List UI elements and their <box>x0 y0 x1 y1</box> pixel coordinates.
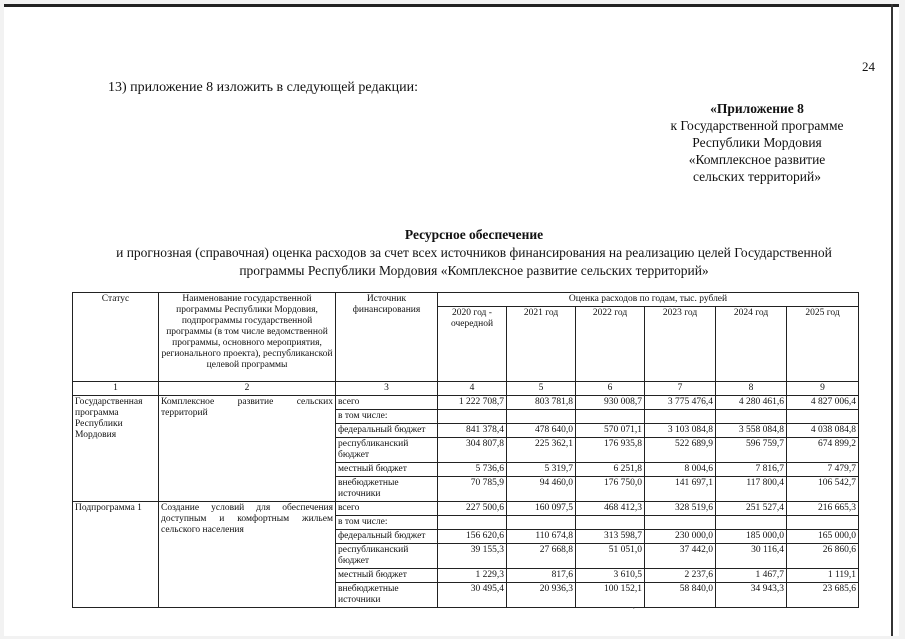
row-source: федеральный бюджет <box>336 424 438 438</box>
row-value: 27 668,8 <box>507 544 576 569</box>
row-source: внебюджетные источники <box>336 583 438 608</box>
row-value: 596 759,7 <box>716 438 787 463</box>
page-number: 24 <box>862 59 875 74</box>
row-value: 20 936,3 <box>507 583 576 608</box>
row-value: 7 816,7 <box>716 463 787 477</box>
row-value: 106 542,7 <box>787 477 859 502</box>
row-value: 841 378,4 <box>438 424 507 438</box>
row-value: 803 781,8 <box>507 396 576 410</box>
row-value: 37 442,0 <box>645 544 716 569</box>
header-name: Наименование государственной программы Республики Мордовия, подпрограммы государственной программы (в том числе ведомственной программы, основного мероприятия, регионального проекта), республиканской целевой программы <box>159 293 336 382</box>
row-value: 185 000,0 <box>716 530 787 544</box>
row-value <box>645 410 716 424</box>
row-source: республиканский бюджет <box>336 544 438 569</box>
row-value: 2 237,6 <box>645 569 716 583</box>
row-value: 1 119,1 <box>787 569 859 583</box>
row-value: 251 527,4 <box>716 502 787 516</box>
row-source: внебюджетные источники <box>336 477 438 502</box>
row-value: 328 519,6 <box>645 502 716 516</box>
row-source: местный бюджет <box>336 463 438 477</box>
header-year: 2021 год <box>507 307 576 382</box>
row-source: федеральный бюджет <box>336 530 438 544</box>
row-value: 23 685,6 <box>787 583 859 608</box>
row-value: 3 558 084,8 <box>716 424 787 438</box>
row-value: 3 103 084,8 <box>645 424 716 438</box>
row-value: 478 640,0 <box>507 424 576 438</box>
document-title <box>64 226 884 280</box>
title-bold: Ресурсное обеспечение <box>404 227 544 242</box>
row-status: Подпрограмма 1 <box>73 502 159 608</box>
header-source: Источник финансирования <box>336 293 438 382</box>
row-value: 117 800,4 <box>716 477 787 502</box>
header-status: Статус <box>73 293 159 382</box>
column-number: 3 <box>336 382 438 396</box>
row-value: 313 598,7 <box>576 530 645 544</box>
row-value <box>507 516 576 530</box>
row-value <box>787 410 859 424</box>
row-value: 225 362,1 <box>507 438 576 463</box>
row-value <box>645 516 716 530</box>
appendix-line: к Государственной программе <box>670 118 844 133</box>
row-source: всего <box>336 502 438 516</box>
row-value: 30 495,4 <box>438 583 507 608</box>
row-value: 674 899,2 <box>787 438 859 463</box>
column-number: 2 <box>159 382 336 396</box>
row-value <box>576 410 645 424</box>
row-source: республиканский бюджет <box>336 438 438 463</box>
column-number: 8 <box>716 382 787 396</box>
appendix-title: «Приложение 8 <box>710 101 804 116</box>
scan-top-border <box>4 4 899 7</box>
header-row <box>73 293 859 307</box>
row-value: 522 689,9 <box>645 438 716 463</box>
row-value: 30 116,4 <box>716 544 787 569</box>
row-value: 4 827 006,4 <box>787 396 859 410</box>
header-year: 2023 год <box>645 307 716 382</box>
row-value: 227 500,6 <box>438 502 507 516</box>
row-value: 4 280 461,6 <box>716 396 787 410</box>
title-line: и прогнозная (справочная) оценка расходов за счет всех источников финансирования на реализацию целей Государственной <box>116 245 832 260</box>
row-value: 51 051,0 <box>576 544 645 569</box>
row-value: 7 479,7 <box>787 463 859 477</box>
row-value <box>438 516 507 530</box>
row-value <box>507 410 576 424</box>
table-row <box>73 396 859 410</box>
column-number: 7 <box>645 382 716 396</box>
row-value: 817,6 <box>507 569 576 583</box>
row-value <box>438 410 507 424</box>
row-value: 94 460,0 <box>507 477 576 502</box>
intro-paragraph: 13) приложение 8 изложить в следующей редакции: <box>108 80 418 95</box>
row-value: 1 229,3 <box>438 569 507 583</box>
row-value: 176 935,8 <box>576 438 645 463</box>
row-value: 26 860,6 <box>787 544 859 569</box>
row-status: Государственная программа Республики Мордовия <box>73 396 159 502</box>
row-value: 5 319,7 <box>507 463 576 477</box>
header-year: 2020 год - очередной <box>438 307 507 382</box>
row-value: 110 674,8 <box>507 530 576 544</box>
row-value: 165 000,0 <box>787 530 859 544</box>
row-value: 1 467,7 <box>716 569 787 583</box>
row-value: 230 000,0 <box>645 530 716 544</box>
row-value: 216 665,3 <box>787 502 859 516</box>
row-value: 3 610,5 <box>576 569 645 583</box>
header-estimate: Оценка расходов по годам, тыс. рублей <box>438 293 859 307</box>
header-year: 2022 год <box>576 307 645 382</box>
scan-right-border <box>891 4 893 636</box>
row-value: 570 071,1 <box>576 424 645 438</box>
appendix-line: Республики Мордовия <box>692 135 822 150</box>
column-number-row <box>73 382 859 396</box>
row-source: в том числе: <box>336 410 438 424</box>
column-number: 4 <box>438 382 507 396</box>
row-value: 304 807,8 <box>438 438 507 463</box>
row-value: 6 251,8 <box>576 463 645 477</box>
row-source: местный бюджет <box>336 569 438 583</box>
appendix-heading <box>632 100 882 185</box>
column-number: 6 <box>576 382 645 396</box>
row-value <box>787 516 859 530</box>
row-value: 70 785,9 <box>438 477 507 502</box>
header-year: 2025 год <box>787 307 859 382</box>
row-value: 1 222 708,7 <box>438 396 507 410</box>
title-line: программы Республики Мордовия «Комплексное развитие сельских территорий» <box>239 263 709 278</box>
row-program-name: Создание условий для обеспечения доступным и комфортным жильем сельского населения <box>159 502 336 608</box>
row-source: всего <box>336 396 438 410</box>
row-program-name: Комплексное развитие сельских территорий <box>159 396 336 502</box>
row-value: 58 840,0 <box>645 583 716 608</box>
row-value <box>716 410 787 424</box>
row-value: 5 736,6 <box>438 463 507 477</box>
row-value: 468 412,3 <box>576 502 645 516</box>
row-source: в том числе: <box>336 516 438 530</box>
row-value: 141 697,1 <box>645 477 716 502</box>
row-value: 8 004,6 <box>645 463 716 477</box>
scan-mark: ` <box>632 606 635 616</box>
header-year: 2024 год <box>716 307 787 382</box>
row-value: 160 097,5 <box>507 502 576 516</box>
column-number: 9 <box>787 382 859 396</box>
row-value: 39 155,3 <box>438 544 507 569</box>
row-value: 176 750,0 <box>576 477 645 502</box>
resource-table <box>72 292 859 608</box>
row-value <box>576 516 645 530</box>
document-page <box>4 4 899 636</box>
appendix-line: сельских территорий» <box>693 169 821 184</box>
row-value: 100 152,1 <box>576 583 645 608</box>
row-value: 156 620,6 <box>438 530 507 544</box>
row-value: 930 008,7 <box>576 396 645 410</box>
column-number: 1 <box>73 382 159 396</box>
row-value: 34 943,3 <box>716 583 787 608</box>
table-row <box>73 502 859 516</box>
column-number: 5 <box>507 382 576 396</box>
row-value: 4 038 084,8 <box>787 424 859 438</box>
appendix-line: «Комплексное развитие <box>688 152 826 167</box>
row-value <box>716 516 787 530</box>
row-value: 3 775 476,4 <box>645 396 716 410</box>
